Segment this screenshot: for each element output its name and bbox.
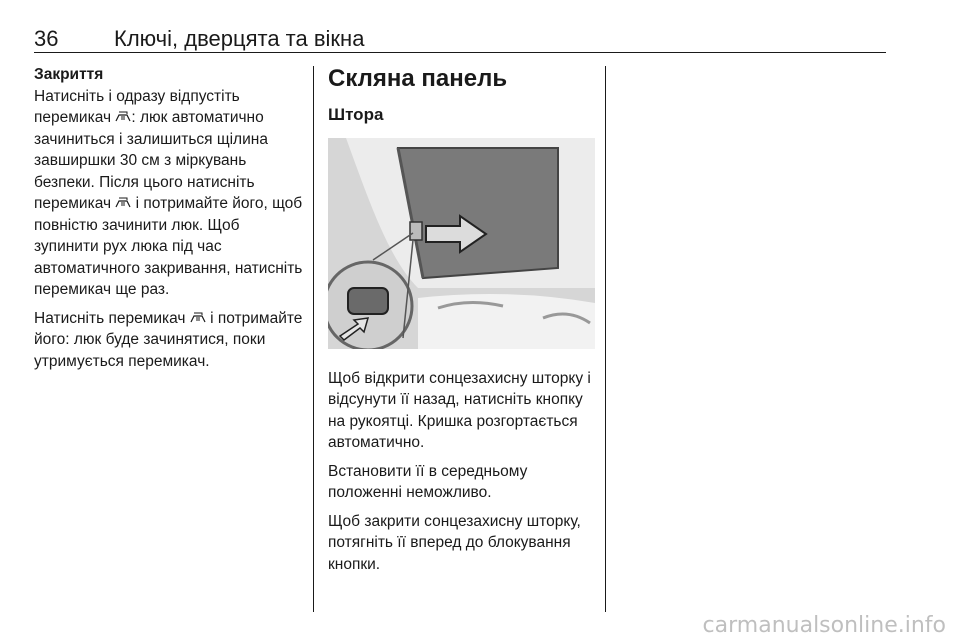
section-title: Скляна панель — [328, 65, 508, 92]
header-divider — [34, 52, 886, 53]
left-column — [34, 64, 306, 379]
paragraph — [34, 86, 306, 301]
sunroof-switch-icon — [190, 312, 206, 324]
section-subheading: Закриття — [34, 66, 104, 83]
sunroof-sunshade-illustration — [328, 138, 595, 349]
paragraph: Щоб закрити сонцезахисну шторку, потягніть її вперед до блокування кнопки. — [328, 512, 581, 573]
page-number: 36 — [34, 26, 59, 51]
text-span: і потримайте його: люк буде зачинятися, поки утримується перемикач. — [34, 309, 303, 370]
column-divider-right — [605, 66, 606, 612]
sunroof-switch-icon — [115, 197, 131, 209]
paragraph — [34, 308, 306, 373]
text-span: : люк автоматично зачиниться і залишиться щілина завширшки 30 см з міркувань безпеки. Після цього натисніть перемикач — [34, 109, 268, 212]
page-header — [34, 26, 886, 54]
middle-column — [328, 64, 598, 582]
text-span: Натисніть і одразу відпустіть перемикач — [34, 87, 240, 126]
column-divider-left — [313, 66, 314, 612]
paragraph: Встановити її в середньому положенні неможливо. — [328, 462, 528, 501]
text-span: Натисніть перемикач — [34, 309, 186, 327]
paragraph: Щоб відкрити сонцезахисну шторку і відсунути її назад, натисніть кнопку на рукоятці. Кришка розгортається автоматично. — [328, 369, 591, 451]
sunroof-switch-icon — [115, 111, 131, 123]
watermark: carmanualsonline.info — [702, 613, 946, 638]
sub-title: Штора — [328, 105, 384, 124]
text-span: і потримайте його, щоб повністю зачинити люк. Щоб зупинити рух люка під час автоматичного закривання, натисніть перемикач ще раз. — [34, 195, 303, 298]
running-title: Ключі, дверцята та вікна — [114, 26, 365, 51]
